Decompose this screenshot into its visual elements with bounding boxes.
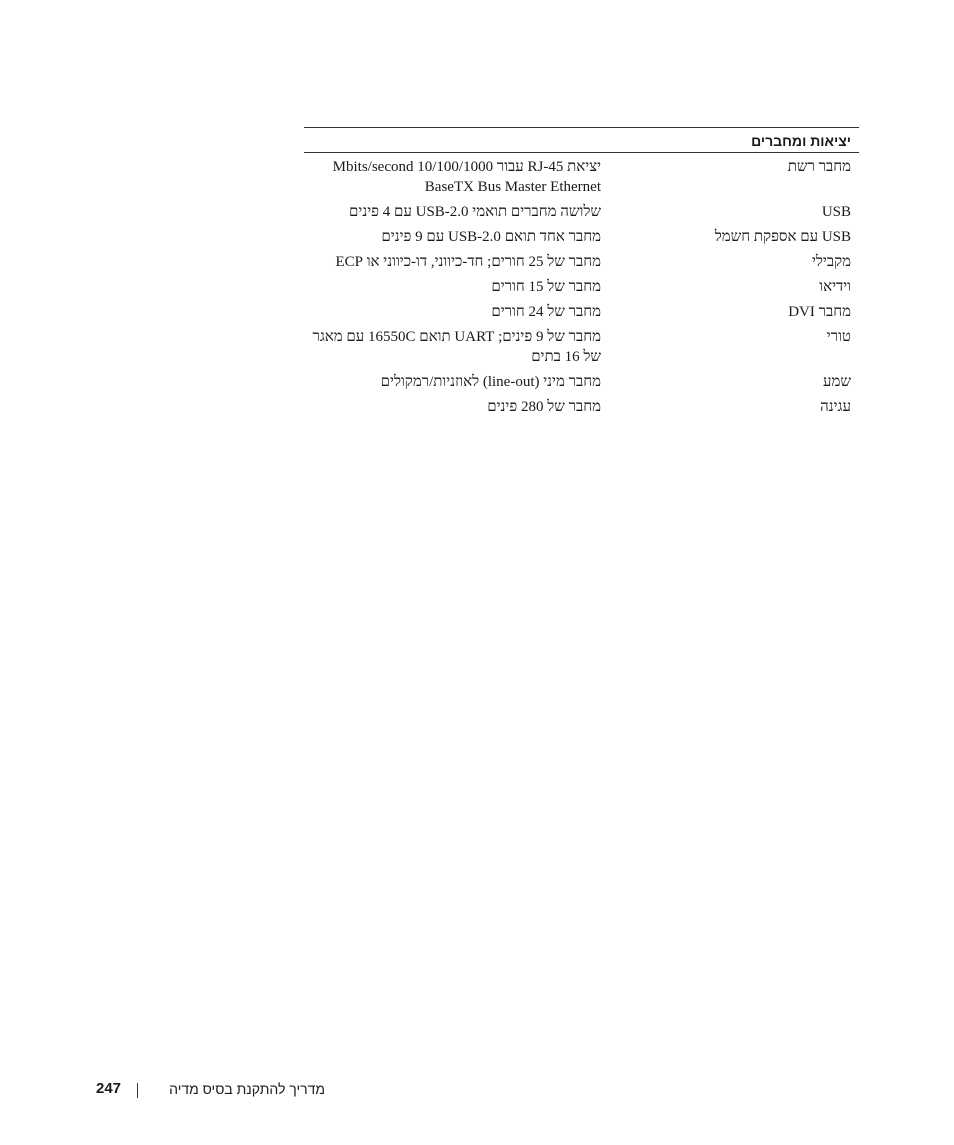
spec-label: מחבר רשת [787,159,851,175]
table-row [304,247,859,272]
table-row [304,367,859,392]
table-row [304,222,859,247]
spec-label: וידיאו [819,279,851,295]
spec-value [304,277,601,297]
table-row [304,392,859,417]
spec-value-line: מחבר אחד תואם USB-2.0 עם 9 פינים [381,229,601,245]
spec-label: USB עם אספקת חשמל [714,229,851,245]
spec-label: USB [821,204,851,220]
spec-value [304,302,601,322]
table-row [304,197,859,222]
spec-value [304,227,601,247]
spec-value [304,252,601,272]
spec-value [304,202,601,222]
page-number: 247 [96,1080,122,1097]
ports-connectors-table [304,127,859,417]
spec-value-line: מחבר של 24 חורים [491,304,601,320]
spec-value [304,327,601,367]
spec-value [304,157,601,197]
table-row [304,272,859,297]
document-title: מדריך להתקנת בסיס מדיה [169,1081,325,1097]
footer-divider [137,1083,138,1098]
spec-value-line: מחבר של 15 חורים [491,279,601,295]
spec-value-line: מחבר של 280 פינים [487,399,601,415]
spec-value [304,397,601,417]
spec-label: מחבר DVI [788,304,851,320]
spec-value-line: מחבר מיני (line-out) לאוזניות/רמקולים [380,374,601,390]
spec-label: שמע [822,374,851,390]
spec-value-line: שלושה מחברים תואמי USB-2.0 עם 4 פינים [349,204,601,220]
table-row [304,297,859,322]
table-row [304,322,859,367]
spec-value-line: יציאת RJ-45 עבור 10/100/1000 Mbits/second [332,159,601,175]
spec-value-line: מחבר של 25 חורים; חד-כיווני, דו-כיווני או ECP [335,254,601,270]
spec-value-line: של 16 בתים [531,349,601,365]
spec-value [304,372,601,392]
spec-value-line: BaseTX Bus Master Ethernet [424,179,601,195]
spec-label: טורי [826,329,851,345]
spec-label: עגינה [820,399,851,415]
spec-label: מקבילי [811,254,851,270]
table-row [304,153,859,197]
table-header: יציאות ומחברים [304,127,859,153]
spec-value-line: מחבר של 9 פינים; UART תואם 16550C עם מאגר [312,329,601,345]
table-body [304,153,859,417]
page-footer [96,1080,954,1100]
